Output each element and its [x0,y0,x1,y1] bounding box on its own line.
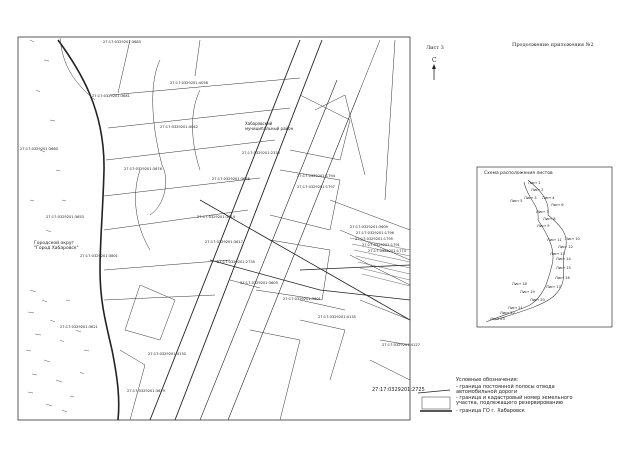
road-edge-left [150,40,300,420]
appendix-caption: Продолжение приложения №2 [512,42,594,48]
inset-sheet-label: Лист 10 [565,237,580,241]
legend-title: Условные обозначения: [456,377,519,383]
legend-sample-label: 27:17:0329201:2725 [372,387,425,393]
parcel-label: 27:17:0329201:3621 [60,325,98,329]
north-label: С [432,57,437,64]
road-edge-outer-2 [228,90,360,420]
inset-sheet-label: Лист 3 [524,196,537,200]
parcel-label: 27:17:0329201:3617 [205,240,243,244]
parcel-label: 27:17:0329201:4127 [382,343,420,347]
inset-sheet-label: Лист 9 [537,224,550,228]
parcel-label: 27:17:0329201:4042 [160,125,198,129]
parcel-label: 27:17:0329201:2735 [217,260,255,264]
parcel-label: 27:17:0329201:3683 [103,40,141,44]
parcel-label: 27:17:0329201:3681 [92,94,130,98]
inset-sheet-label: Лист 6 [551,203,564,207]
legend-items [456,383,573,414]
inset-sheet-label: Лист 23 [490,317,505,321]
parcel-label: 27:17:0329201:1795 [355,237,393,241]
parcel-label: 27:17:0329201:3680 [20,147,58,151]
parcel-label: 27:17:0329201:3614 [197,215,235,219]
parcel-label: 27:17:0329201:1774 [368,249,406,253]
legend-item: - граница постоянной полосы отвода автомобильной дороги [456,384,555,395]
parcel-label: 27:17:0329201:2335 [242,151,280,155]
sheet-number: Лист 3 [426,45,444,51]
terrain-hatch [26,40,89,412]
parcel-label: 27:17:0329201:3638 [212,177,250,181]
parcel-label: 27:17:0329201:3653 [46,215,84,219]
parcel-label: 27:17:0329201:1796 [356,231,394,235]
legend-item: - граница и кадастровый номер земельного участка, подлежащего резервированию [456,395,573,406]
parcel-label: 27:17:0329201:3801 [80,254,118,258]
parcel-label: 27:17:0329201:4130 [148,352,186,356]
inset-sheet-label: Лист 8 [543,217,556,221]
inset-sheet-label: Лист 1 [528,181,541,185]
parcel-label: 27:17:0329201:4135 [318,315,356,319]
inset-sheet-label: Лист 7 [536,210,549,214]
inset-sheet-label: Лист 14 [556,257,571,261]
inset-sheet-label: Лист 22 [500,311,515,315]
inset-sheet-label: Лист 2 [531,188,544,192]
inset-sheet-label: Лист 13 [550,252,565,256]
legend-item: - граница ГО г. Хабаровск [456,408,525,414]
inset-sheet-label: Лист 18 [512,282,527,286]
inset-sheet-label: Лист 15 [556,266,571,270]
parcel-label: 27:17:0329201:3605 [240,281,278,285]
north-arrowhead-icon [432,64,436,69]
inset-sheet-label: Лист 16 [555,276,570,280]
parcel-label: 27:17:0329201:4058 [170,81,208,85]
inset-sheet-label: Лист 19 [520,290,535,294]
inset-sheet-label: Лист 11 [547,238,562,242]
parcel-label: 27:17:0329201:3629 [127,389,165,393]
parcel-label: 27:17:0329201:1794 [297,174,335,178]
inset-sheet-label: Лист 4 [542,196,555,200]
parcel-label: 27:17:0329201:3601 [283,297,321,301]
inset-title: Схема расположения листов [484,171,553,176]
inset-sheet-label: Лист 17 [546,285,561,289]
inset-sheet-label: Лист 20 [530,298,545,302]
parcel-label: 27:17:0329201:3676 [124,167,162,171]
parcel-label: 27:17:0329201:1791 [362,243,400,247]
inset-sheet-label: Лист 12 [558,245,573,249]
parcel-label: 27:17:0329201:3609 [350,225,388,229]
municipal-area-label: Хабаровский муниципальный район [245,121,294,131]
parcel-labels [20,40,420,393]
road-edge-outer [200,80,337,420]
inset-sheet-label: Лист 21 [508,306,523,310]
legend-parcel-symbol [422,397,450,409]
inset-sheet-label: Лист 5 [510,199,523,203]
city-district-label: Городской округ "Город Хабаровск" [34,241,79,251]
inset-frame [477,167,612,327]
parcel-label: 27:17:0329201:1797 [297,185,335,189]
